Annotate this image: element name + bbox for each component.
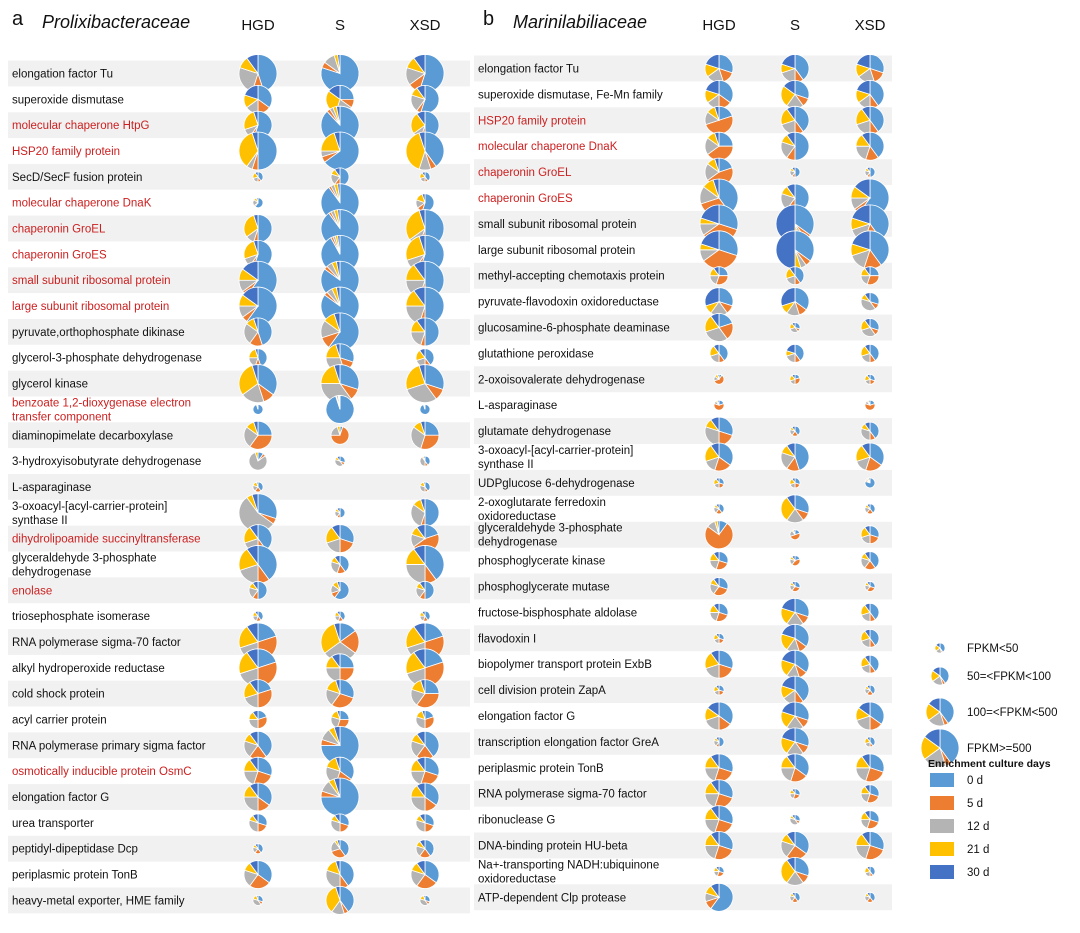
gene-label-b-cell-division-protein-zapa-24: cell division protein ZapA — [478, 685, 606, 698]
pie-b-glutathione-peroxidase-11-s — [786, 344, 804, 362]
pie-b-udpglucose-6-dehydrogenase-16-hgd — [714, 478, 724, 488]
pie-b-glyceraldehyde-3-phosphate-dehydrogenase-18-s — [790, 530, 800, 540]
gene-label-line-a-benzoate-1-2-dioxygenase-electron-transfer-component-13-1: transfer component — [12, 411, 112, 424]
pie-b-elongation-factor-g-25-s — [781, 702, 809, 730]
pie-a-alkyl-hydroperoxide-reductase-23-s — [326, 654, 354, 682]
pie-a-cold-shock-protein-24-xsd — [411, 680, 439, 708]
panel-a-col-s: S — [334, 17, 346, 34]
gene-label-b-phosphoglycerate-kinase-19: phosphoglycerate kinase — [478, 555, 606, 568]
gene-label-a-glycerol-kinase-12: glycerol kinase — [12, 378, 89, 391]
pie-a-rna-polymerase-primary-sigma-factor-26-hgd — [244, 731, 272, 759]
gene-label-a-hsp20-family-protein-3: HSP20 family protein — [12, 146, 121, 158]
panel-b-title: Marinilabiliaceae — [513, 12, 648, 32]
pie-a-hsp20-family-protein-3-hgd — [239, 132, 277, 170]
pie-b-rna-polymerase-sigma-70-factor-28-s — [790, 789, 800, 799]
gene-label-b-small-subunit-ribosomal-protein-6: small subunit ribosomal protein — [478, 218, 637, 231]
pie-a-3-hydroxyisobutyrate-dehydrogenase-15-s — [335, 456, 345, 466]
pie-b-chaperonin-groel-4-xsd — [865, 167, 875, 177]
pie-a-l-asparaginase-16-hgd — [253, 482, 263, 492]
gene-label-b-2-oxoglutarate-ferredoxin-oxidoreductase-17 — [478, 497, 606, 523]
gene-label-b-glucosamine-6-phosphate-deaminase-10: glucosamine-6-phosphate deaminase — [478, 322, 670, 335]
pie-a-pyruvate-orthophosphate-dikinase-10-hgd — [244, 318, 272, 346]
legend-size-pie-2 — [926, 698, 954, 726]
gene-label-a-heavy-metal-exporter-hme-family-32: heavy-metal exporter, HME family — [12, 895, 185, 908]
pie-b-molecular-chaperone-dnak-3-xsd — [856, 132, 884, 160]
gene-label-b-superoxide-dismutase-fe-mn-family-1: superoxide dismutase, Fe-Mn family — [478, 89, 663, 102]
pie-a-periplasmic-protein-tonb-31-hgd — [244, 861, 272, 889]
gene-label-b-biopolymer-transport-protein-exbb-23: biopolymer transport protein ExbB — [478, 659, 652, 672]
pie-b-glutamate-dehydrogenase-14-xsd — [861, 422, 879, 440]
pie-b-molecular-chaperone-dnak-3-hgd — [705, 132, 733, 160]
pie-b-glucosamine-6-phosphate-deaminase-10-hgd — [705, 314, 733, 342]
pie-a-rna-polymerase-primary-sigma-factor-26-xsd — [411, 731, 439, 759]
gene-label-a-3-oxoacyl-acyl-carrier-protein-synthase-ii-17 — [12, 501, 167, 527]
pie-b-molecular-chaperone-dnak-3-hgd-slice-0 — [719, 132, 733, 146]
pie-a-secd-secf-fusion-protein-4-s — [331, 168, 349, 186]
panel-b-col-s: S — [789, 17, 801, 34]
pie-b-superoxide-dismutase-fe-mn-family-1-hgd — [705, 80, 733, 108]
gene-label-a-chaperonin-groes-7: chaperonin GroES — [12, 249, 107, 262]
gene-label-b-udpglucose-6-dehydrogenase-16: UDPglucose 6-dehydrogenase — [478, 477, 635, 490]
pie-a-glyceraldehyde-3-phosphate-dehydrogenase-19-hgd — [239, 545, 277, 583]
pie-a-glycerol-kinase-12-hgd — [239, 365, 277, 403]
gene-label-b-large-subunit-ribosomal-protein-7: large subunit ribosomal protein — [478, 244, 636, 257]
legend-color-swatch-3 — [930, 842, 954, 856]
pie-b-phosphoglycerate-kinase-19-hgd — [710, 552, 728, 570]
pie-b-fructose-bisphosphate-aldolase-21-hgd — [710, 603, 728, 621]
gene-label-a-benzoate-1-2-dioxygenase-electron-transfer-component-13 — [12, 397, 191, 423]
pie-a-diaminopimelate-decarboxylase-14-s — [331, 426, 349, 444]
pie-b-3-oxoacyl-acyl-carrier-protein-synthase-ii-15-xsd — [856, 443, 884, 471]
gene-label-a-rna-polymerase-primary-sigma-factor-26: RNA polymerase primary sigma factor — [12, 740, 206, 753]
gene-label-b-fructose-bisphosphate-aldolase-21: fructose-bisphosphate aldolase — [478, 607, 638, 620]
pie-b-ribonuclease-g-29-xsd — [861, 811, 879, 829]
panel-b-col-xsd: XSD — [854, 17, 886, 34]
panel-a — [12, 8, 441, 34]
pie-a-enolase-20-hgd — [249, 581, 267, 599]
row-bands — [8, 56, 892, 914]
pie-b-hsp20-family-protein-2-s — [781, 106, 809, 134]
pie-b-superoxide-dismutase-fe-mn-family-1-s — [781, 80, 809, 108]
gene-label-b-flavodoxin-i-22: flavodoxin I — [478, 633, 537, 646]
pie-b-atp-dependent-clp-protease-32-xsd — [865, 892, 875, 902]
pie-b-large-subunit-ribosomal-protein-7-xsd — [851, 231, 889, 269]
pie-a-urea-transporter-29-hgd — [249, 814, 267, 832]
pie-b-ribonuclease-g-29-s — [790, 815, 800, 825]
panel-a-col-hgd: HGD — [241, 17, 275, 34]
pie-b-transcription-elongation-factor-grea-26-xsd — [865, 737, 875, 747]
gene-label-a-molecular-chaperone-dnak-5: molecular chaperone DnaK — [12, 197, 152, 210]
pie-a-heavy-metal-exporter-hme-family-32-s — [326, 886, 354, 914]
gene-label-a-peptidyl-dipeptidase-dcp-30: peptidyl-dipeptidase Dcp — [12, 843, 138, 856]
pie-b-molecular-chaperone-dnak-3-s-slice-0 — [795, 132, 809, 160]
legend-color-swatch-4 — [930, 865, 954, 879]
pie-a-glycerol-kinase-12-xsd — [406, 365, 444, 403]
pie-a-urea-transporter-29-s — [331, 814, 349, 832]
pie-b-biopolymer-transport-protein-exbb-23-s — [781, 650, 809, 678]
legend-color-label-2: 12 d — [967, 821, 990, 833]
pie-b-2-oxoglutarate-ferredoxin-oxidoreductase-17-xsd — [865, 504, 875, 514]
pie-b-large-subunit-ribosomal-protein-7-s — [776, 231, 814, 269]
gene-label-b-transcription-elongation-factor-grea-26: transcription elongation factor GreA — [478, 736, 659, 749]
gene-label-b-ribonuclease-g-29: ribonuclease G — [478, 814, 556, 827]
pie-a-3-hydroxyisobutyrate-dehydrogenase-15-xsd — [420, 456, 430, 466]
pie-a-elongation-factor-g-28-xsd — [411, 783, 439, 811]
pie-a-acyl-carrier-protein-25-hgd — [249, 711, 267, 729]
pie-a-molecular-chaperone-dnak-5-xsd — [416, 194, 434, 212]
gene-label-a-acyl-carrier-protein-25: acyl carrier protein — [12, 714, 107, 727]
pie-a-secd-secf-fusion-protein-4-hgd — [253, 172, 263, 182]
pie-b-l-asparaginase-13-xsd — [865, 400, 875, 410]
panel-a-letter: a — [12, 8, 24, 30]
gene-label-a-rna-polymerase-sigma-70-factor-22: RNA polymerase sigma-70 factor — [12, 637, 181, 649]
legend-size-label-3: FPKM>=500 — [967, 743, 1032, 755]
pie-b-glutathione-peroxidase-11-xsd — [861, 344, 879, 362]
pie-a-glyceraldehyde-3-phosphate-dehydrogenase-19-s — [331, 555, 349, 573]
gene-label-line-b-na-transporting-nadh-ubiquinone-oxidoreductase-31-0: Na+-transporting NADH:ubiquinone — [478, 859, 660, 872]
pie-b-na-transporting-nadh-ubiquinone-oxidoreductase-31-xsd — [865, 866, 875, 876]
pie-a-diaminopimelate-decarboxylase-14-xsd — [411, 421, 439, 449]
gene-label-a-alkyl-hydroperoxide-reductase-23: alkyl hydroperoxide reductase — [12, 662, 165, 675]
pie-b-pyruvate-flavodoxin-oxidoreductase-9-s — [781, 288, 809, 316]
pie-b-biopolymer-transport-protein-exbb-23-hgd — [705, 650, 733, 678]
pie-b-na-transporting-nadh-ubiquinone-oxidoreductase-31-hgd — [714, 866, 724, 876]
pie-b-periplasmic-protein-tonb-27-hgd — [705, 754, 733, 782]
gene-label-line-b-2-oxoglutarate-ferredoxin-oxidoreductase-17-0: 2-oxoglutarate ferredoxin — [478, 496, 606, 509]
gene-label-a-diaminopimelate-decarboxylase-14: diaminopimelate decarboxylase — [12, 430, 174, 443]
pie-b-periplasmic-protein-tonb-27-xsd — [856, 754, 884, 782]
pie-a-cold-shock-protein-24-hgd — [244, 680, 272, 708]
pie-b-transcription-elongation-factor-grea-26-s — [781, 728, 809, 756]
pie-b-cell-division-protein-zapa-24-hgd — [714, 685, 724, 695]
gene-label-b-rna-polymerase-sigma-70-factor-28: RNA polymerase sigma-70 factor — [478, 788, 647, 801]
row-band-b-22 — [474, 625, 892, 651]
pie-b-glutamate-dehydrogenase-14-s — [790, 426, 800, 436]
legend-color-label-1: 5 d — [967, 798, 983, 810]
pie-a-urea-transporter-29-xsd — [416, 814, 434, 832]
pie-b-2-oxoglutarate-ferredoxin-oxidoreductase-17-hgd — [714, 504, 724, 514]
pie-b-glutathione-peroxidase-11-hgd — [710, 344, 728, 362]
gene-label-b-glutathione-peroxidase-11: glutathione peroxidase — [478, 348, 594, 361]
gene-label-line-b-3-oxoacyl-acyl-carrier-protein-synthase-ii-15-0: 3-oxoacyl-[acyl-carrier-protein] — [478, 445, 634, 457]
pie-b-fructose-bisphosphate-aldolase-21-s — [781, 598, 809, 626]
pie-a-periplasmic-protein-tonb-31-s — [326, 861, 354, 889]
pie-b-phosphoglycerate-kinase-19-xsd — [861, 552, 879, 570]
pie-a-peptidyl-dipeptidase-dcp-30-s — [331, 840, 349, 858]
pie-a-glycerol-3-phosphate-dehydrogenase-11-hgd — [249, 349, 267, 367]
pie-a-acyl-carrier-protein-25-xsd — [416, 711, 434, 729]
pie-b-dna-binding-protein-hu-beta-30-hgd — [705, 832, 733, 860]
gene-label-b-2-oxoisovalerate-dehydrogenase-12: 2-oxoisovalerate dehydrogenase — [478, 374, 645, 387]
gene-label-b-atp-dependent-clp-protease-32: ATP-dependent Clp protease — [478, 892, 627, 905]
row-band-a-20 — [8, 577, 470, 603]
gene-label-line-b-3-oxoacyl-acyl-carrier-protein-synthase-ii-15-1: synthase II — [478, 459, 534, 471]
pie-a-cold-shock-protein-24-s — [326, 680, 354, 708]
pie-b-2-oxoisovalerate-dehydrogenase-12-s — [790, 374, 800, 384]
gene-label-a-pyruvate-orthophosphate-dikinase-10: pyruvate,orthophosphate dikinase — [12, 326, 185, 339]
pie-b-udpglucose-6-dehydrogenase-16-xsd — [865, 478, 875, 488]
pie-a-glycerol-3-phosphate-dehydrogenase-11-xsd — [416, 349, 434, 367]
gene-label-a-small-subunit-ribosomal-protein-8: small subunit ribosomal protein — [12, 275, 171, 288]
gene-label-b-chaperonin-groel-4: chaperonin GroEL — [478, 167, 572, 180]
panel-b-letter: b — [483, 8, 495, 30]
pie-b-2-oxoglutarate-ferredoxin-oxidoreductase-17-s — [781, 495, 809, 523]
pie-b-elongation-factor-tu-0-xsd — [856, 55, 884, 83]
pie-a-enolase-20-s — [331, 581, 349, 599]
gene-label-line-b-2-oxoglutarate-ferredoxin-oxidoreductase-17-1: oxidoreductase — [478, 510, 556, 523]
gene-label-a-glycerol-3-phosphate-dehydrogenase-11: glycerol-3-phosphate dehydrogenase — [12, 352, 202, 365]
pie-b-elongation-factor-g-25-xsd — [856, 702, 884, 730]
gene-label-line-a-glyceraldehyde-3-phosphate-dehydrogenase-19-0: glyceraldehyde 3-phosphate — [12, 552, 157, 565]
gene-label-a-triosephosphate-isomerase-21: triosephosphate isomerase — [12, 611, 151, 624]
gene-label-line-a-benzoate-1-2-dioxygenase-electron-transfer-component-13-0: benzoate 1,2-dioxygenase electron — [12, 397, 192, 410]
pie-a-superoxide-dismutase-1-hgd — [244, 85, 272, 113]
pie-a-superoxide-dismutase-1-xsd — [411, 85, 439, 113]
pie-a-chaperonin-groel-6-hgd — [244, 215, 272, 243]
pie-b-superoxide-dismutase-fe-mn-family-1-xsd — [856, 80, 884, 108]
gene-label-a-molecular-chaperone-htpg-2: molecular chaperone HtpG — [12, 120, 150, 133]
pie-b-large-subunit-ribosomal-protein-7-hgd — [700, 231, 738, 269]
gene-label-a-glyceraldehyde-3-phosphate-dehydrogenase-19 — [12, 553, 157, 579]
gene-label-b-hsp20-family-protein-2: HSP20 family protein — [478, 115, 587, 128]
pie-b-ribonuclease-g-29-hgd — [705, 806, 733, 834]
gene-label-line-b-na-transporting-nadh-ubiquinone-oxidoreductase-31-1: oxidoreductase — [478, 873, 556, 886]
pie-a-heavy-metal-exporter-hme-family-32-xsd — [420, 895, 430, 905]
panel-b — [483, 8, 886, 34]
pie-b-flavodoxin-i-22-xsd — [861, 629, 879, 647]
pie-b-pyruvate-flavodoxin-oxidoreductase-9-hgd — [705, 288, 733, 316]
pie-b-2-oxoisovalerate-dehydrogenase-12-hgd — [714, 374, 724, 384]
gene-label-b-elongation-factor-g-25: elongation factor G — [478, 711, 576, 723]
pie-a-3-oxoacyl-acyl-carrier-protein-synthase-ii-17-s — [335, 508, 345, 518]
gene-label-line-a-3-oxoacyl-acyl-carrier-protein-synthase-ii-17-0: 3-oxoacyl-[acyl-carrier-protein] — [12, 500, 168, 513]
legend-color-label-0: 0 d — [967, 775, 983, 787]
pie-b-glucosamine-6-phosphate-deaminase-10-xsd — [861, 318, 879, 336]
pie-b-atp-dependent-clp-protease-32-hgd — [705, 883, 733, 911]
pie-a-3-oxoacyl-acyl-carrier-protein-synthase-ii-17-xsd — [411, 499, 439, 527]
pie-a-hsp20-family-protein-3-xsd — [406, 132, 444, 170]
legend-size-label-1: 50=<FPKM<100 — [967, 671, 1052, 683]
gene-label-a-urea-transporter-29: urea transporter — [12, 817, 94, 830]
pie-b-methyl-accepting-chemotaxis-protein-8-s — [786, 267, 804, 285]
pie-a-triosephosphate-isomerase-21-s — [335, 611, 345, 621]
gene-label-b-na-transporting-nadh-ubiquinone-oxidoreductase-31 — [478, 859, 659, 885]
pie-a-peptidyl-dipeptidase-dcp-30-hgd — [253, 844, 263, 854]
pie-a-osmotically-inducible-protein-osmc-27-xsd — [411, 757, 439, 785]
pie-b-phosphoglycerate-mutase-20-hgd — [710, 578, 728, 596]
legend-color-swatch-2 — [930, 819, 954, 833]
legend-size-pie-0 — [935, 643, 945, 653]
gene-label-b-3-oxoacyl-acyl-carrier-protein-synthase-ii-15 — [478, 445, 633, 471]
legend-size-pie-1 — [931, 667, 949, 685]
pie-a-pyruvate-orthophosphate-dikinase-10-xsd — [411, 318, 439, 346]
pie-b-dna-binding-protein-hu-beta-30-xsd — [856, 832, 884, 860]
pie-b-dna-binding-protein-hu-beta-30-s — [781, 831, 809, 859]
pie-b-atp-dependent-clp-protease-32-s — [790, 892, 800, 902]
panel-b-col-hgd: HGD — [702, 17, 736, 34]
legend-color-swatch-1 — [930, 796, 954, 810]
pie-b-phosphoglycerate-kinase-19-s — [790, 556, 800, 566]
pie-b-pyruvate-flavodoxin-oxidoreductase-9-xsd — [861, 293, 879, 311]
gene-label-a-large-subunit-ribosomal-protein-9: large subunit ribosomal protein — [12, 301, 170, 314]
pie-a-acyl-carrier-protein-25-hgd-slice-2 — [249, 720, 258, 729]
gene-label-line-b-glyceraldehyde-3-phosphate-dehydrogenase-18-1: dehydrogenase — [478, 536, 558, 549]
pie-a-osmotically-inducible-protein-osmc-27-hgd — [244, 757, 272, 785]
pie-b-3-oxoacyl-acyl-carrier-protein-synthase-ii-15-s — [781, 443, 809, 471]
pie-b-molecular-chaperone-dnak-3-s — [781, 132, 809, 160]
pie-a-benzoate-1-2-dioxygenase-electron-transfer-component-13-s — [326, 395, 354, 423]
pie-a-triosephosphate-isomerase-21-hgd — [253, 611, 263, 621]
gene-label-a-chaperonin-groel-6: chaperonin GroEL — [12, 223, 106, 236]
gene-label-a-enolase-20: enolase — [12, 585, 53, 598]
pie-b-elongation-factor-tu-0-hgd — [705, 55, 733, 83]
pie-b-elongation-factor-tu-0-s — [781, 55, 809, 83]
pie-a-acyl-carrier-protein-25-s — [331, 711, 349, 729]
pie-a-l-asparaginase-16-xsd — [420, 482, 430, 492]
pie-b-rna-polymerase-sigma-70-factor-28-xsd — [861, 785, 879, 803]
pie-b-fructose-bisphosphate-aldolase-21-xsd — [861, 603, 879, 621]
pie-b-chaperonin-groel-4-s — [790, 167, 800, 177]
gene-label-b-pyruvate-flavodoxin-oxidoreductase-9: pyruvate-flavodoxin oxidoreductase — [478, 296, 659, 309]
gene-label-b-molecular-chaperone-dnak-3: molecular chaperone DnaK — [478, 141, 618, 154]
legend-color-label-3: 21 d — [967, 844, 990, 856]
pie-a-elongation-factor-g-28-hgd — [244, 783, 272, 811]
gene-label-b-glutamate-dehydrogenase-14: glutamate dehydrogenase — [478, 426, 611, 439]
pie-a-hsp20-family-protein-3-s — [321, 132, 359, 170]
pie-b-biopolymer-transport-protein-exbb-23-xsd — [861, 655, 879, 673]
gene-label-b-phosphoglycerate-mutase-20: phosphoglycerate mutase — [478, 581, 610, 594]
pie-b-methyl-accepting-chemotaxis-protein-8-hgd — [710, 267, 728, 285]
pie-a-molecular-chaperone-dnak-5-hgd — [253, 198, 263, 208]
gene-label-a-elongation-factor-g-28: elongation factor G — [12, 792, 110, 804]
pie-a-heavy-metal-exporter-hme-family-32-hgd — [253, 895, 263, 905]
pie-b-glyceraldehyde-3-phosphate-dehydrogenase-18-xsd — [861, 526, 879, 544]
legend-color-label-4: 30 d — [967, 867, 990, 879]
pie-b-elongation-factor-g-25-hgd — [705, 702, 733, 730]
pie-b-methyl-accepting-chemotaxis-protein-8-xsd — [861, 267, 879, 285]
pie-a-benzoate-1-2-dioxygenase-electron-transfer-component-13-xsd — [420, 404, 430, 414]
legend-color-title: Enrichment culture days — [928, 758, 1051, 770]
legend-color-swatch-0 — [930, 773, 954, 787]
pie-a-enolase-20-xsd — [416, 581, 434, 599]
pie-b-2-oxoisovalerate-dehydrogenase-12-xsd — [865, 374, 875, 384]
panel-a-col-xsd: XSD — [409, 17, 441, 34]
pie-a-3-oxoacyl-acyl-carrier-protein-synthase-ii-17-xsd-slice-0 — [425, 499, 439, 527]
pie-b-l-asparaginase-13-hgd — [714, 400, 724, 410]
legend — [921, 643, 1057, 879]
pie-a-dihydrolipoamide-succinyltransferase-18-s — [326, 525, 354, 553]
pie-b-na-transporting-nadh-ubiquinone-oxidoreductase-31-s — [781, 857, 809, 885]
pie-b-glutamate-dehydrogenase-14-hgd — [705, 417, 733, 445]
pie-a-secd-secf-fusion-protein-4-xsd — [420, 172, 430, 182]
gene-label-a-dihydrolipoamide-succinyltransferase-18: dihydrolipoamide succinyltransferase — [12, 533, 201, 546]
gene-label-a-elongation-factor-tu-0: elongation factor Tu — [12, 68, 114, 81]
pie-a-3-hydroxyisobutyrate-dehydrogenase-15-hgd — [249, 452, 267, 470]
gene-label-b-elongation-factor-tu-0: elongation factor Tu — [478, 63, 580, 76]
gene-label-line-a-glyceraldehyde-3-phosphate-dehydrogenase-19-1: dehydrogenase — [12, 566, 92, 579]
legend-size-label-0: FPKM<50 — [967, 643, 1019, 655]
pie-b-hsp20-family-protein-2-hgd — [705, 106, 733, 134]
pie-a-elongation-factor-g-28-s — [321, 778, 359, 816]
pie-a-triosephosphate-isomerase-21-xsd — [420, 611, 430, 621]
pie-b-transcription-elongation-factor-grea-26-hgd — [714, 737, 724, 747]
gene-label-a-periplasmic-protein-tonb-31: periplasmic protein TonB — [12, 869, 138, 882]
gene-label-a-osmotically-inducible-protein-osmc-27: osmotically inducible protein OsmC — [12, 766, 192, 779]
gene-label-line-a-3-oxoacyl-acyl-carrier-protein-synthase-ii-17-1: synthase II — [12, 514, 68, 527]
pie-b-glucosamine-6-phosphate-deaminase-10-s — [790, 323, 800, 333]
legend-size-label-2: 100=<FPKM<500 — [967, 707, 1058, 719]
pie-b-hsp20-family-protein-2-xsd — [856, 106, 884, 134]
pie-a-acyl-carrier-protein-25-s-slice-0 — [340, 711, 349, 720]
pie-a-periplasmic-protein-tonb-31-xsd — [411, 861, 439, 889]
gene-label-b-periplasmic-protein-tonb-27: periplasmic protein TonB — [478, 762, 604, 775]
pie-b-flavodoxin-i-22-hgd — [714, 633, 724, 643]
pie-a-glyceraldehyde-3-phosphate-dehydrogenase-19-xsd — [406, 545, 444, 583]
pie-b-glyceraldehyde-3-phosphate-dehydrogenase-18-hgd — [705, 521, 733, 549]
pie-b-udpglucose-6-dehydrogenase-16-s — [790, 478, 800, 488]
gene-label-a-l-asparaginase-16: L-asparaginase — [12, 481, 92, 494]
gene-label-b-l-asparaginase-13: L-asparaginase — [478, 400, 558, 413]
gene-label-a-superoxide-dismutase-1: superoxide dismutase — [12, 94, 124, 107]
pie-b-cell-division-protein-zapa-24-s — [781, 676, 809, 704]
pie-a-diaminopimelate-decarboxylase-14-hgd — [244, 421, 272, 449]
pie-b-cell-division-protein-zapa-24-xsd — [865, 685, 875, 695]
pie-b-rna-polymerase-sigma-70-factor-28-hgd — [705, 780, 733, 808]
pie-b-flavodoxin-i-22-s — [781, 624, 809, 652]
pie-b-3-oxoacyl-acyl-carrier-protein-synthase-ii-15-hgd — [705, 443, 733, 471]
pie-a-peptidyl-dipeptidase-dcp-30-xsd — [416, 840, 434, 858]
gene-label-a-cold-shock-protein-24: cold shock protein — [12, 688, 105, 701]
panel-a-title: Prolixibacteraceae — [42, 12, 191, 32]
pie-a-benzoate-1-2-dioxygenase-electron-transfer-component-13-hgd — [253, 404, 263, 414]
gene-label-a-secd-secf-fusion-protein-4: SecD/SecF fusion protein — [12, 171, 143, 184]
gene-label-b-chaperonin-groes-5: chaperonin GroES — [478, 193, 573, 205]
gene-label-b-methyl-accepting-chemotaxis-protein-8: methyl-accepting chemotaxis protein — [478, 270, 665, 283]
pie-b-periplasmic-protein-tonb-27-s — [781, 754, 809, 782]
pie-b-phosphoglycerate-mutase-20-s — [790, 582, 800, 592]
gene-label-b-dna-binding-protein-hu-beta-30: DNA-binding protein HU-beta — [478, 840, 628, 853]
pie-a-3-oxoacyl-acyl-carrier-protein-synthase-ii-17-s-slice-0 — [340, 508, 345, 518]
pie-b-phosphoglycerate-mutase-20-xsd — [865, 582, 875, 592]
gene-label-line-b-glyceraldehyde-3-phosphate-dehydrogenase-18-0: glyceraldehyde 3-phosphate — [478, 522, 623, 535]
gene-label-a-3-hydroxyisobutyrate-dehydrogenase-15: 3-hydroxyisobutyrate dehydrogenase — [12, 456, 202, 469]
